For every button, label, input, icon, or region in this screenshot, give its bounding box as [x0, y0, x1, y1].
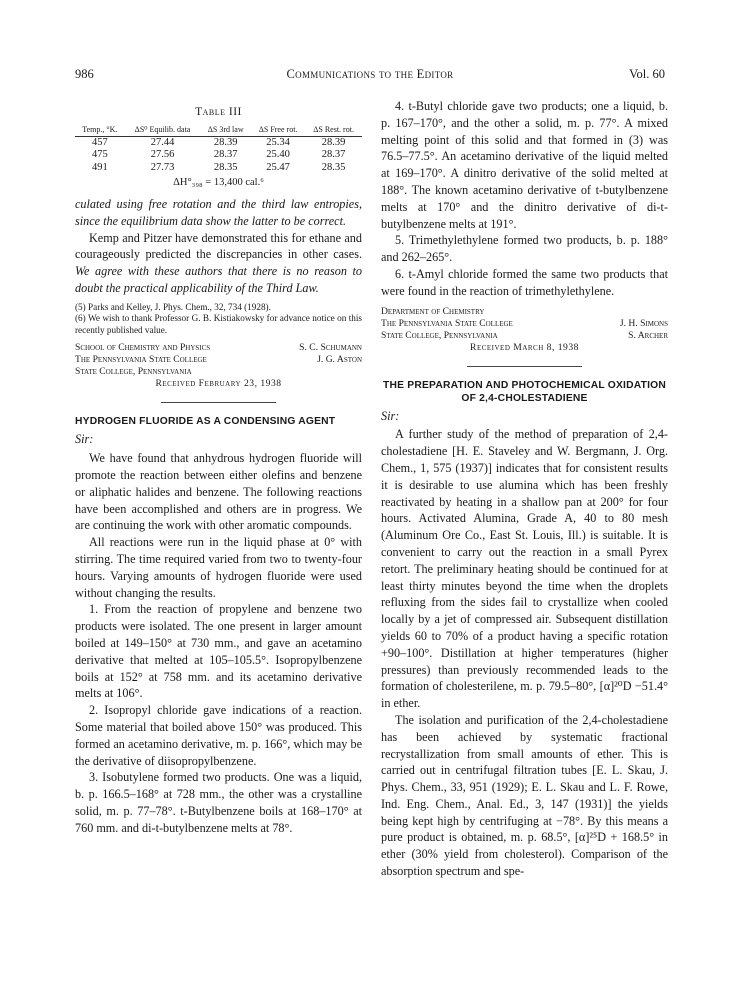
affiliation-text: State College, Pennsylvania	[75, 366, 192, 378]
paragraph: The isolation and purification of the 2,4-cholestadiene has been achieved by systematic fractional recrystallization from small amounts of ether. This is carried out in centrifugal filtration tubes [E. L. Skau, J. Phys. Chem., 33, 951 (1929); E. L. Skau and L. F. Rowe, Ind. Eng. Chem., Anal. Ed., 3, 147 (1931)] the yields being kept high by centrifuging at −78°. By this means a pure product is obtained, m. p. 68.5°, [α]²⁵D + 168.5° in ether (30% yield from cholesterol). Comparison of the absorption spectrum and spe-	[381, 712, 668, 879]
affiliation-line	[381, 318, 668, 330]
section-divider	[467, 366, 582, 367]
salutation: Sir:	[75, 432, 94, 447]
paragraph: 6. t-Amyl chloride formed the same two products that were found in the reaction of trimethylethylene.	[381, 266, 668, 298]
article-title: HYDROGEN FLUORIDE AS A CONDENSING AGENT	[75, 416, 336, 428]
paragraph: 3. Isobutylene formed two products. One was a liquid, b. p. 166.5–168° at 728 mm., the other was a crystalline solid, m. p. 77–78°. t-Butylbenzene boils at 168–170° at 760 mm. and di-t-butylbenzene melts at 78°.	[75, 770, 362, 835]
author-name: J. G. Aston	[317, 354, 362, 366]
affiliation-line	[75, 342, 362, 354]
affiliation-line	[381, 306, 668, 318]
running-header	[75, 67, 665, 83]
table-cell: 28.35	[213, 161, 238, 173]
author-name: S. Archer	[628, 329, 668, 341]
table-header-cell: ΔS 3rd law	[200, 125, 251, 137]
paragraph: 1. From the reaction of propylene and benzene two products were isolated. The one present in larger amount boiled at 149–150° at 730 mm., and gave an acetamino derivative that melted at 105–105.5°. Isopropylbenzene boils at 152° at 758 mm. and its acetamino derivative melts at 106°.	[75, 602, 362, 701]
paragraph-text: Kemp and Pitzer have demonstrated this for ethane and courageously predicted the discrepancies in other cases.	[75, 230, 362, 262]
table-header-cell: ΔS⁰ Equilib. data	[125, 125, 201, 137]
table-cell: 28.39	[213, 136, 238, 148]
table-cell: 28.37	[213, 149, 238, 161]
affiliation-text: School of Chemistry and Physics	[75, 342, 211, 354]
author-name: S. C. Schumann	[299, 342, 362, 354]
table-cell: 457	[91, 136, 108, 148]
affiliation-text: The Pennsylvania State College	[75, 354, 207, 366]
paragraph-emphasis: We agree with these authors that there is no reason to doubt the practical applicability of the Third Law.	[75, 264, 362, 296]
received-date: Received March 8, 1938	[470, 341, 579, 353]
left-column	[75, 98, 362, 837]
table-header-cell: ΔS Rest. rot.	[305, 125, 362, 137]
affiliation-line	[75, 354, 362, 366]
affiliation-line	[75, 366, 362, 378]
paragraph: A further study of the method of preparation of 2,4-cholestadiene [H. E. Staveley and W. Bergmann, J. Org. Chem., 1, 575 (1937)] indicates that for consistent results it is desirable to use alumina which has been freshly reactivated by heating in a shallow pan at 200° for four hours. Activated Alumina, Grade A, 40 to 80 mesh (Aluminum Ore Co., East St. Louis, Ill.) is suitable. It is convenient to carry out the reaction in a small Pyrex retort. The preliminary heating should be continued for at least thirty minutes beyond the time when the droplets refluxing from the sides fail to crystallize when cooled locally by a jet of compressed air. Subsequent distillation yields 60 to 70% of a product having a specific rotation +90–100°. Distillation at higher temperatures (higher pressures) than previously recommended leads to the formation of cholesterilene, m. p. 79.5–80°, [α]²⁰D −51.4° in ether.	[381, 427, 668, 711]
volume-label: Vol. 60	[629, 67, 665, 81]
table-cell: 27.44	[150, 136, 175, 148]
table-cell: 475	[91, 149, 108, 161]
delta-h-value: ΔH°₃₉₈ = 13,400 cal.⁶	[173, 177, 264, 189]
article-title: THE PREPARATION AND PHOTOCHEMICAL OXIDATION OF 2,4-CHOLESTADIENE	[383, 379, 666, 404]
affiliation-text: The Pennsylvania State College	[381, 317, 513, 329]
table-row	[75, 149, 362, 162]
table-header-cell: ΔS Free rot.	[251, 125, 305, 137]
running-title: Communications to the Editor	[286, 67, 454, 81]
table-cell: 28.35	[321, 161, 346, 173]
section-divider	[161, 402, 276, 403]
entropy-table	[75, 125, 362, 175]
table-cell: 25.34	[266, 136, 290, 148]
table-row	[75, 136, 362, 149]
table-row	[75, 162, 362, 175]
affiliation-text: Department of Chemistry	[381, 305, 485, 317]
affiliation-text: State College, Pennsylvania	[381, 329, 498, 341]
footnote: (6) We wish to thank Professor G. B. Kistiakowsky for advance notice on this recently published value.	[75, 313, 362, 335]
affiliation-line	[381, 330, 668, 342]
author-name: J. H. Simons	[619, 317, 668, 329]
page-number: 986	[75, 67, 94, 81]
table-cell: 25.40	[266, 149, 290, 161]
table-cell: 27.73	[150, 161, 175, 173]
received-date: Received February 23, 1938	[155, 378, 282, 390]
table-cell: 28.39	[321, 136, 346, 148]
paragraph: 5. Trimethylethylene formed two products, b. p. 188° and 262–265°.	[381, 233, 668, 265]
paragraph: We have found that anhydrous hydrogen fluoride will promote the reaction between either olefins and benzene or aliphatic halides and benzene. The following reactions have been accomplished and others are in progress. We are continuing the work with other aromatic compounds.	[75, 451, 362, 533]
paragraph: 2. Isopropyl chloride gave indications of a reaction. Some material that boiled above 150° was produced. This formed an acetamino derivative, m. p. 166°, which may be the derivative of diisopropylbenzene.	[75, 703, 362, 768]
table-header-cell: Temp., °K.	[75, 125, 125, 137]
table-cell: 27.56	[150, 149, 175, 161]
table-cell: 28.37	[321, 149, 346, 161]
paragraph: 4. t-Butyl chloride gave two products; one a liquid, b. p. 167–170°, and the other a solid, m. p. 77°. A mixed melting point of this solid and that formed in (3) was 76.5–77.5°. An acetamino derivative of the liquid melted at 169–170°. A dinitro derivative of the solid melted at 188°. The known acetamino derivative of t-butylbenzene melts at 170° and the dinitro derivative of di-t-butylbenzene melts at 191°.	[381, 99, 668, 231]
table-cell: 25.47	[266, 161, 290, 173]
table-caption: Table III	[195, 106, 242, 118]
right-column	[381, 98, 668, 880]
salutation: Sir:	[381, 408, 400, 423]
paragraph	[75, 230, 362, 297]
paragraph-continued: culated using free rotation and the third law entropies, since the equilibrium data show the latter to be correct.	[75, 197, 362, 228]
paragraph: All reactions were run in the liquid phase at 0° with stirring. The time required varied from two to twenty-four hours. Varying amounts of hydrogen fluoride were used without changing the results.	[75, 535, 362, 600]
table-cell: 491	[91, 161, 108, 173]
footnote: (5) Parks and Kelley, J. Phys. Chem., 32, 734 (1928).	[75, 301, 271, 312]
